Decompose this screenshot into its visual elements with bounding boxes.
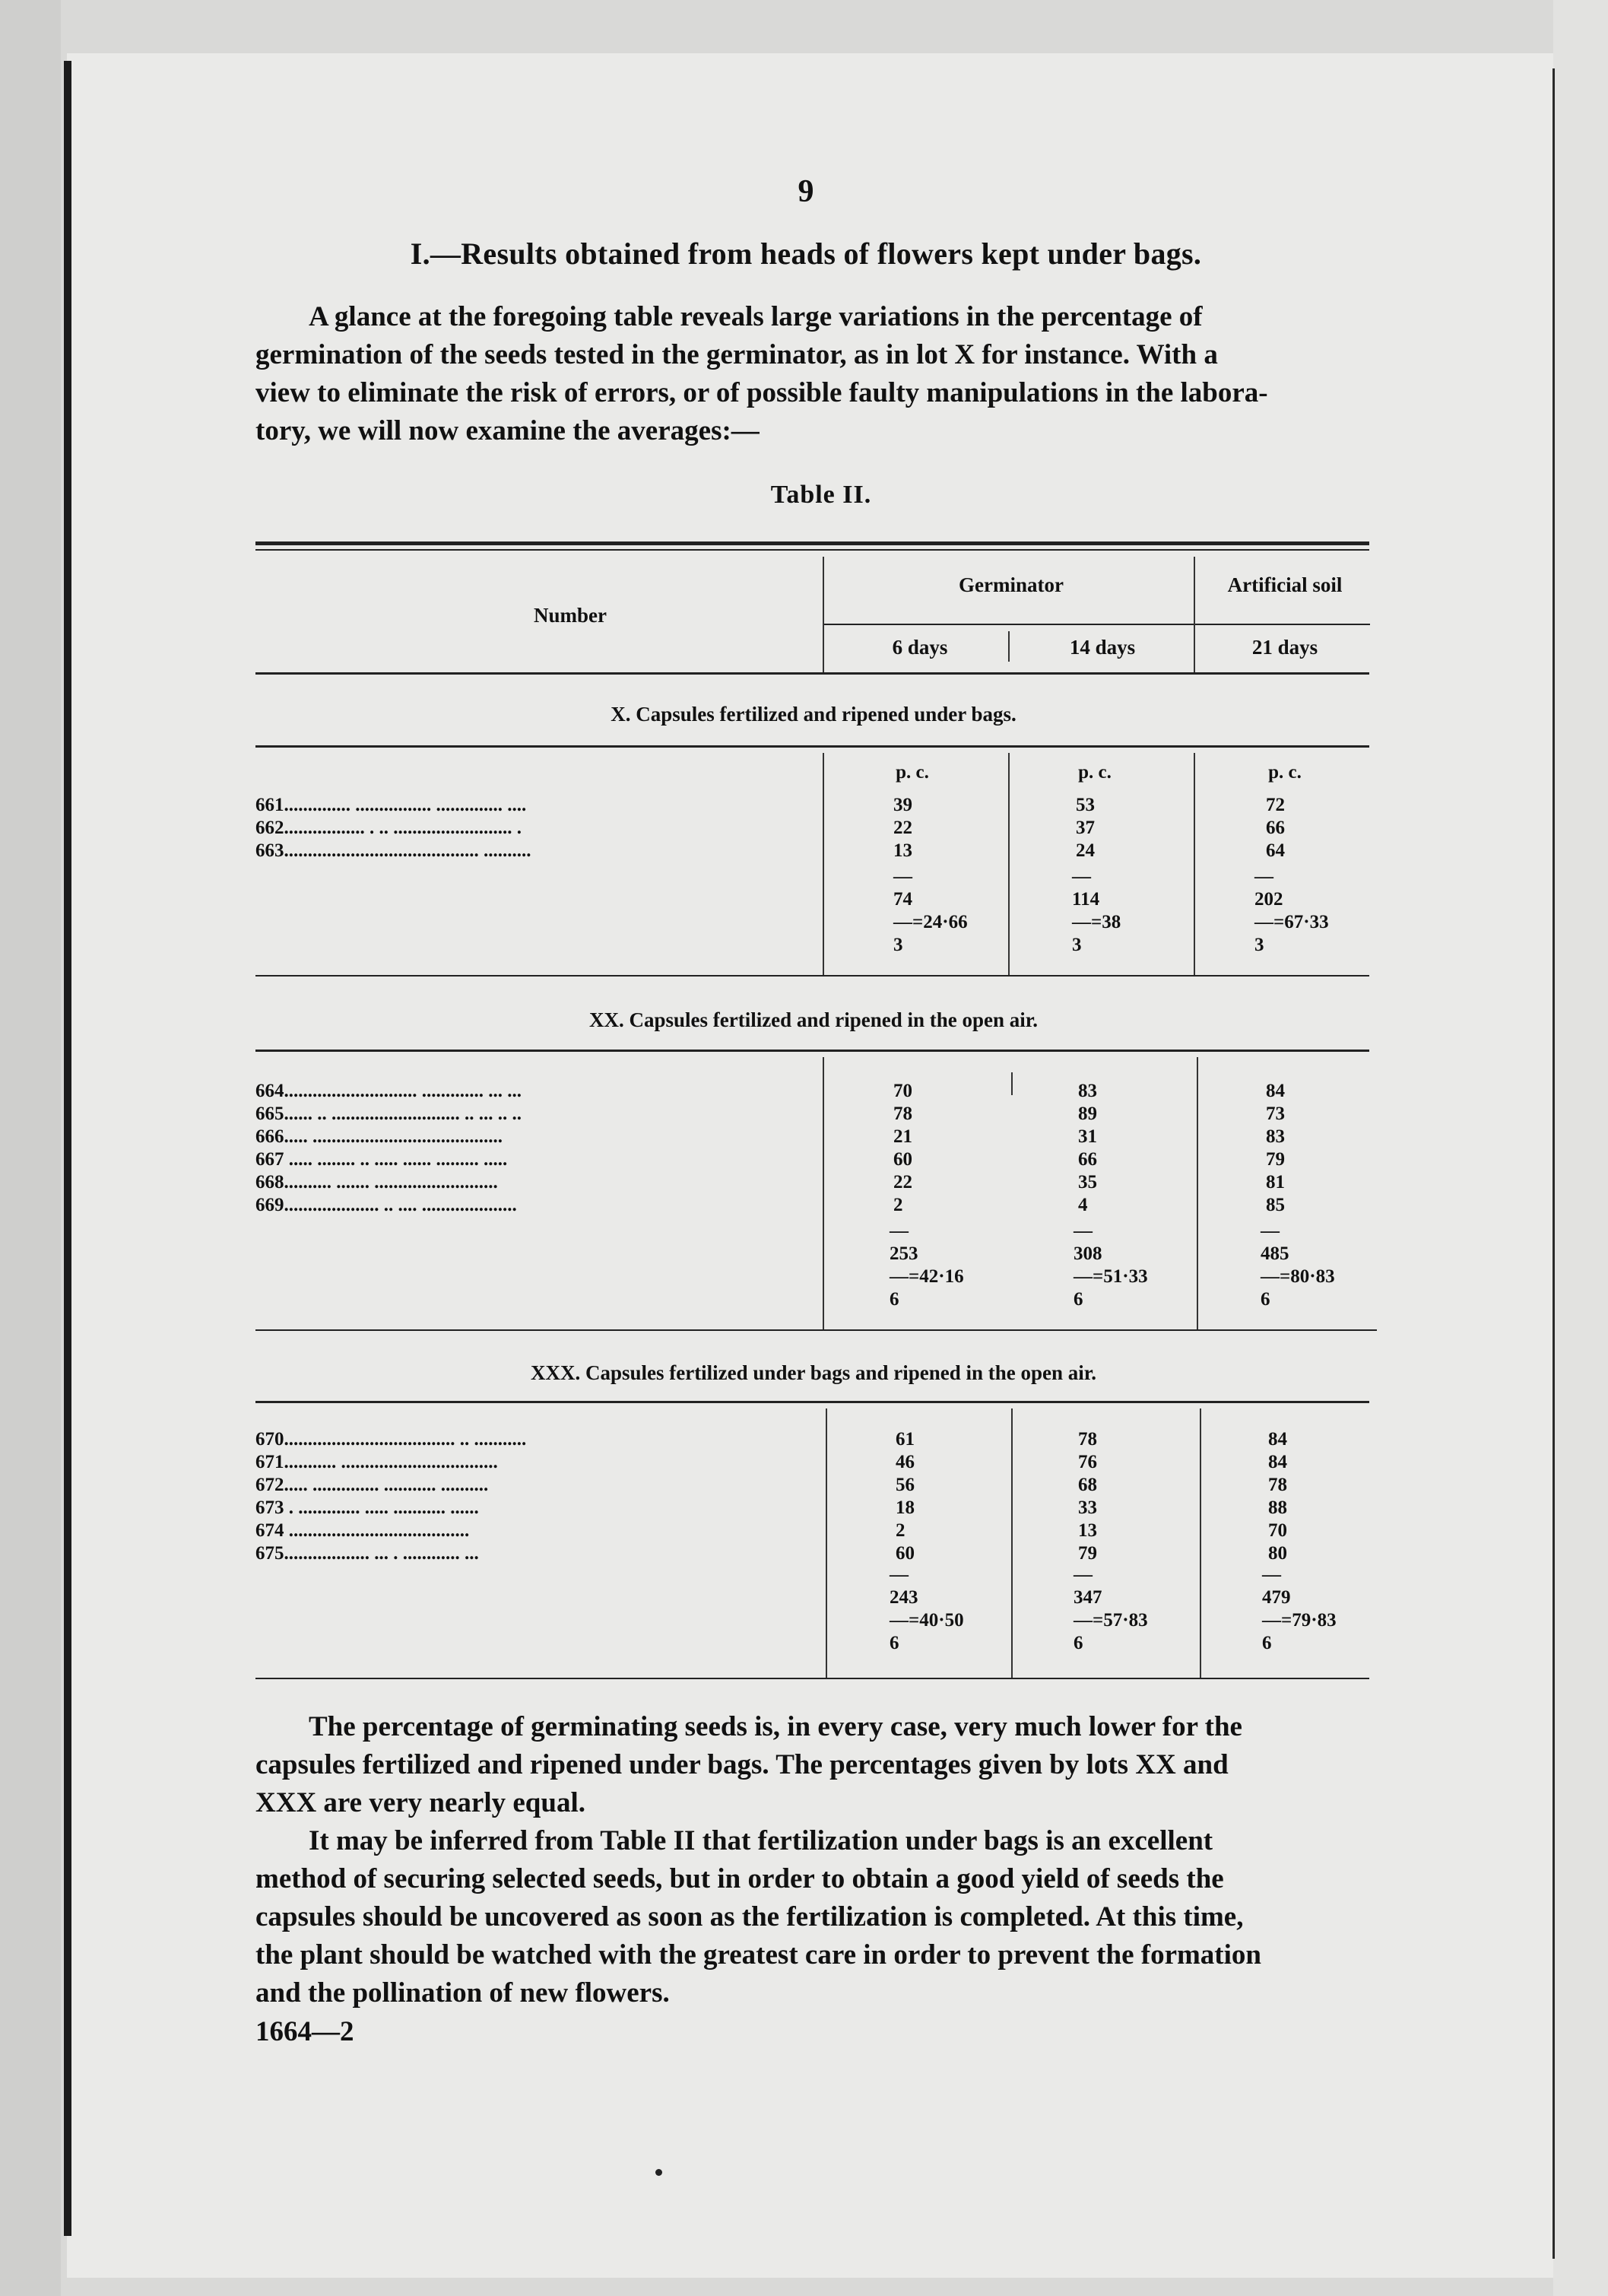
average-6d-xx: — 253 —=42·16 6 — [890, 1221, 964, 1310]
conclusion-line: method of securing selected seeds, but in order to obtain a good yield of seeds the — [255, 1863, 1224, 1894]
average-21d-xx: — 485 —=80·83 6 — [1261, 1221, 1335, 1310]
germinator-underline — [824, 624, 1194, 625]
col-header-14-days: 14 days — [1069, 636, 1136, 659]
soil-underline — [1195, 624, 1370, 625]
values-14d-xxx: 78 76 68 33 13 79 — [1078, 1429, 1097, 1564]
conclusion-line: the plant should be watched with the greatest care in order to prevent the formation — [255, 1939, 1261, 1970]
average-14d-xxx: — 347 —=57·83 6 — [1074, 1564, 1148, 1653]
intro-line: germination of the seeds tested in the germinator, as in lot X for instance. With a — [255, 339, 1218, 370]
unit-label: p. c. — [1268, 762, 1302, 783]
average-6d-xxx: — 243 —=40·50 6 — [890, 1564, 964, 1653]
header-divider — [823, 557, 824, 672]
section-title-xxx: XXX. Capsules fertilized under bags and ripened in the open air. — [530, 1361, 1097, 1384]
table-title: Table II. — [770, 481, 872, 509]
row-number: 667 ..... ........ .. ..... ...... ......... ..... — [255, 1149, 508, 1170]
values-21d-xxx: 84 84 78 88 70 80 — [1268, 1429, 1287, 1564]
values-6d-xx: 70 78 21 60 22 2 — [893, 1081, 912, 1215]
section-rule — [255, 745, 1369, 748]
results-paragraph — [255, 1708, 1381, 1822]
conclusion-line: capsules should be uncovered as soon as the fertilization is completed. At this time, — [255, 1901, 1244, 1932]
values-14d-x: 53 37 24 — [1076, 795, 1095, 861]
row-number: 673 . ............. ..... ........... ...... — [255, 1497, 479, 1518]
row-number: 674 ...................................... — [255, 1520, 470, 1541]
row-number: 665...... .. ........................... .. ... .. .. — [255, 1104, 522, 1124]
col-header-21-days: 21 days — [1251, 636, 1318, 659]
row-number: 672..... .............. ........... .......... — [255, 1475, 489, 1495]
row-number: 675.................. ... . ............ ... — [255, 1543, 479, 1564]
section-title-x: X. Capsules fertilized and ripened under bags. — [611, 703, 1016, 726]
column-divider — [1011, 1072, 1013, 1095]
column-divider — [823, 753, 824, 975]
row-number: 666..... ........................................ — [255, 1126, 503, 1147]
intro-paragraph — [255, 298, 1381, 450]
conclusion-paragraph — [255, 1822, 1381, 2012]
average-14d-x: — 114 —=38 3 — [1072, 866, 1121, 955]
values-21d-x: 72 66 64 — [1266, 795, 1285, 861]
column-divider — [1008, 753, 1010, 975]
col-header-number: Number — [534, 604, 607, 627]
values-21d-xx: 84 73 83 79 81 85 — [1266, 1081, 1285, 1215]
table-bottom-rule — [255, 1678, 1369, 1679]
column-divider — [1011, 1408, 1013, 1678]
conclusion-line: and the pollination of new flowers. — [255, 1977, 670, 2009]
column-divider — [1197, 1057, 1198, 1329]
results-line: The percentage of germinating seeds is, in every case, very much lower for the — [309, 1711, 1242, 1742]
row-number: 661.............. ................ .............. .... — [255, 795, 527, 815]
section-rule — [255, 1050, 1369, 1052]
section-bottom-rule — [255, 975, 1369, 977]
average-21d-xxx: — 479 —=79·83 6 — [1262, 1564, 1337, 1653]
header-bottom-rule — [255, 672, 1369, 675]
intro-line: tory, we will now examine the averages:— — [255, 415, 760, 446]
section-rule — [255, 1401, 1369, 1403]
intro-line: view to eliminate the risk of errors, or of possible faulty manipulations in the labora- — [255, 377, 1268, 408]
values-6d-xxx: 61 46 56 18 2 60 — [896, 1429, 915, 1564]
row-numbers-x — [255, 794, 818, 862]
scan-right-margin — [1553, 0, 1608, 2296]
section-heading: I.—Results obtained from heads of flowers kept under bags. — [410, 237, 1202, 271]
col-header-artificial-soil: Artificial soil — [1227, 573, 1343, 596]
column-divider — [1194, 753, 1195, 975]
results-line: XXX are very nearly equal. — [255, 1787, 585, 1818]
row-numbers-xx — [255, 1080, 818, 1217]
average-21d-x: — 202 —=67·33 3 — [1254, 866, 1329, 955]
row-number: 669.................... .. .... .................... — [255, 1195, 517, 1215]
unit-label: p. c. — [896, 762, 929, 783]
column-divider — [826, 1408, 827, 1678]
col-header-germinator: Germinator — [959, 573, 1064, 596]
row-number: 663......................................... .......... — [255, 840, 531, 861]
section-title-xx: XX. Capsules fertilized and ripened in the open air. — [588, 1008, 1039, 1031]
average-6d-x: — 74 —=24·66 3 — [893, 866, 968, 955]
conclusion-line: It may be inferred from Table II that fertilization under bags is an excellent — [309, 1825, 1213, 1856]
average-14d-xx: — 308 —=51·33 6 — [1074, 1221, 1148, 1310]
row-number: 668.......... ....... .......................... — [255, 1172, 498, 1192]
scan-left-margin — [0, 0, 61, 2296]
table-top-rule — [255, 541, 1369, 545]
results-line: capsules fertilized and ripened under bags. The percentages given by lots XX and — [255, 1749, 1229, 1780]
values-14d-xx: 83 89 31 66 35 4 — [1078, 1081, 1097, 1215]
row-number: 671........... ................................. — [255, 1452, 498, 1472]
row-number: 662................. . .. ......................... . — [255, 818, 522, 838]
unit-label: p. c. — [1078, 762, 1112, 783]
ink-dot — [655, 2169, 662, 2176]
page-number: 9 — [798, 174, 814, 209]
section-bottom-rule — [255, 1329, 1377, 1331]
values-6d-x: 39 22 13 — [893, 795, 912, 861]
table-top-rule-thin — [255, 549, 1369, 551]
signature-mark: 1664—2 — [255, 2016, 354, 2047]
intro-line: A glance at the foregoing table reveals large variations in the percentage of — [309, 301, 1203, 332]
page-right-edge — [1552, 68, 1555, 2259]
column-divider — [1200, 1408, 1201, 1678]
row-numbers-xxx — [255, 1428, 821, 1565]
column-divider — [823, 1057, 824, 1329]
book-spine-edge — [64, 61, 71, 2236]
row-number: 670.................................... .. ........... — [255, 1429, 527, 1450]
header-subdivider — [1008, 631, 1010, 662]
header-divider — [1194, 557, 1195, 672]
col-header-6-days: 6 days — [892, 636, 948, 659]
row-number: 664............................ ............. ... ... — [255, 1081, 522, 1101]
